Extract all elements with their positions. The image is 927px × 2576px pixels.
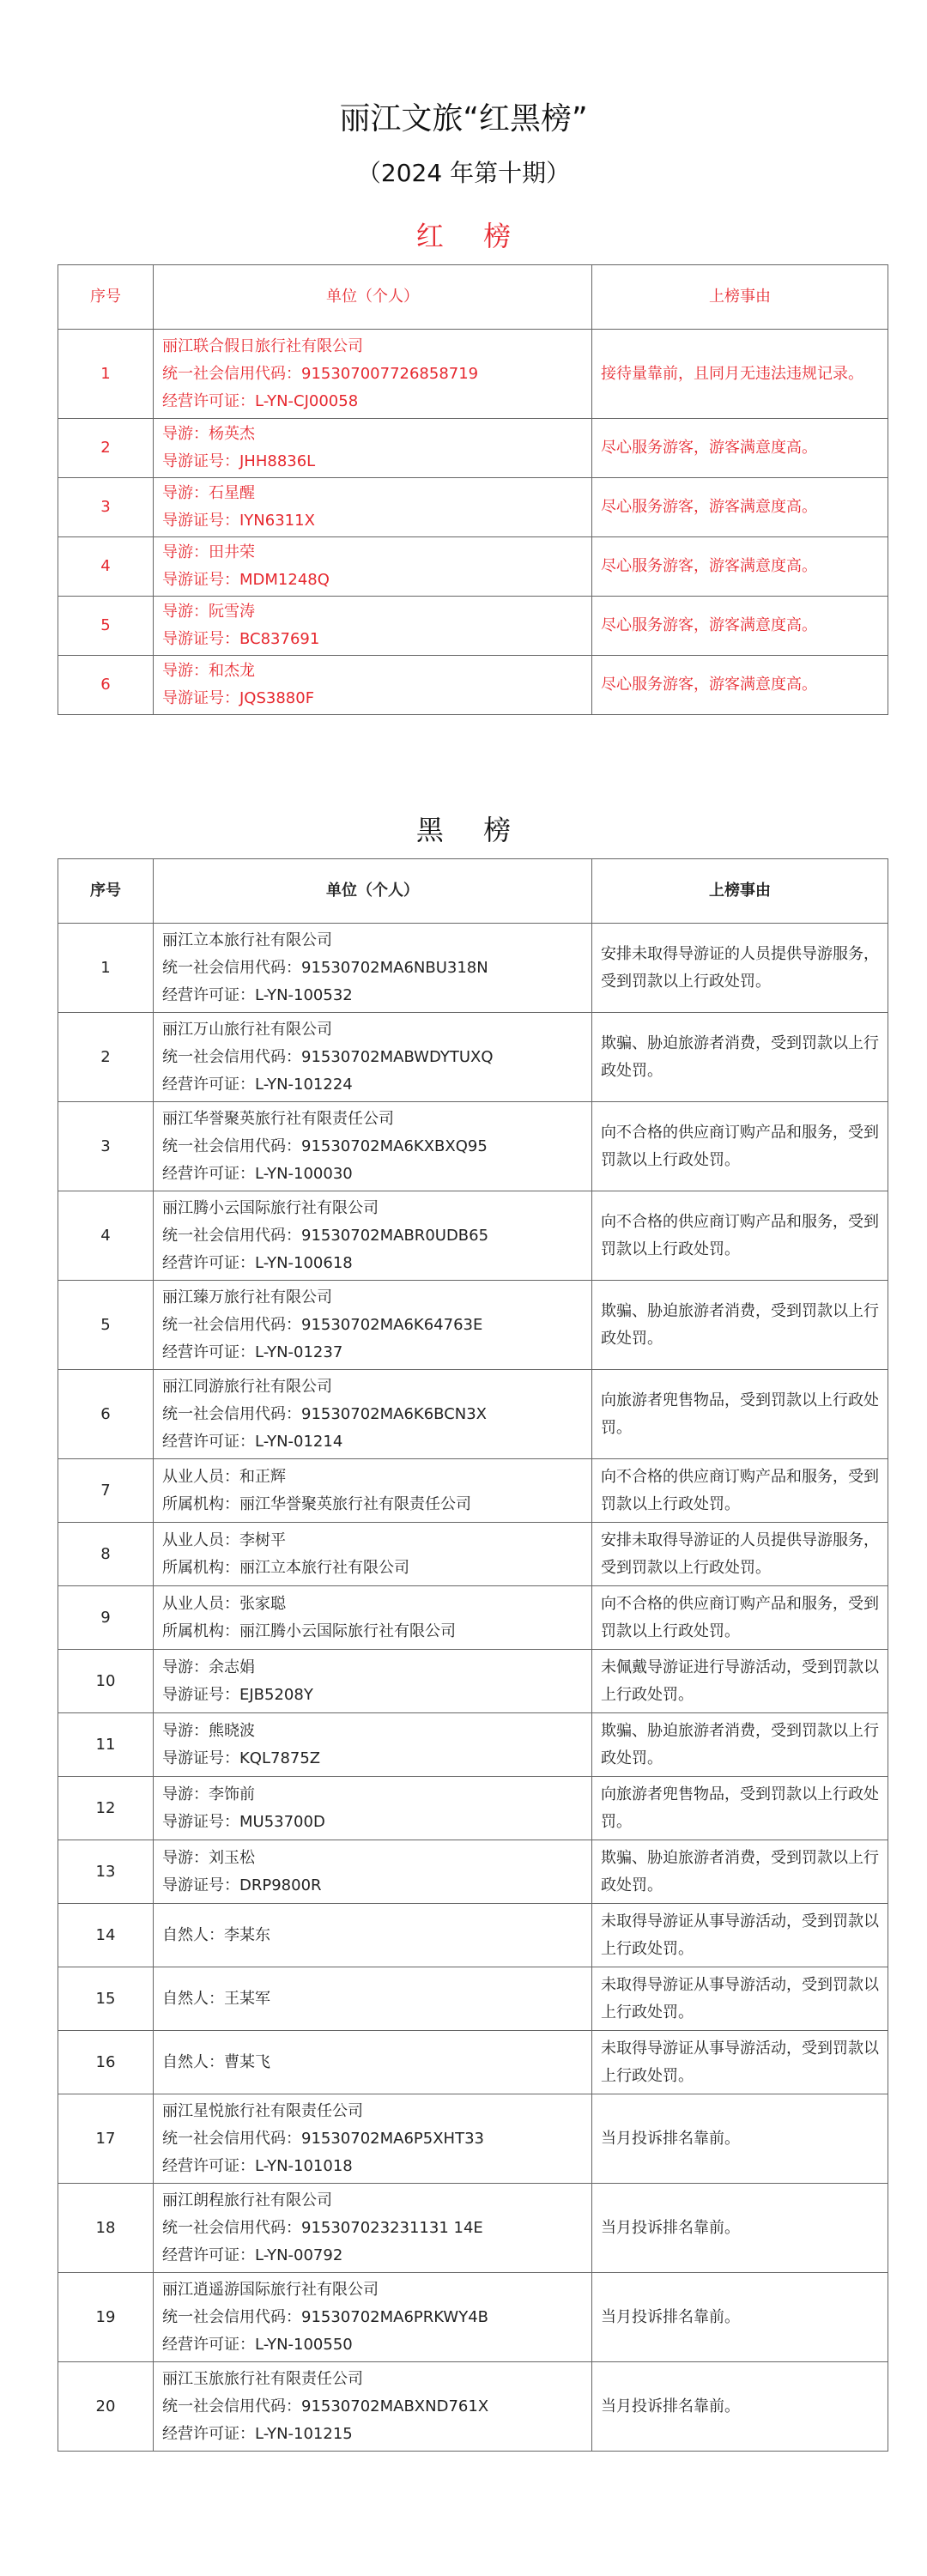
row-unit bbox=[154, 1967, 592, 2031]
unit-line: 所属机构：丽江华誉聚英旅行社有限责任公司 bbox=[162, 1494, 471, 1513]
row-number: 5 bbox=[58, 597, 154, 656]
table-row bbox=[58, 1904, 888, 1967]
unit-line: 丽江联合假日旅行社有限公司 bbox=[162, 336, 363, 355]
table-row bbox=[58, 2031, 888, 2094]
row-reason: 欺骗、胁迫旅游者消费，受到罚款以上行政处罚。 bbox=[592, 1840, 888, 1904]
row-number: 19 bbox=[58, 2273, 154, 2362]
row-reason: 尽心服务游客，游客满意度高。 bbox=[592, 419, 888, 478]
black-list-heading: 黑 榜 bbox=[415, 814, 527, 846]
row-unit bbox=[154, 2362, 592, 2452]
red-list-heading: 红 榜 bbox=[415, 220, 527, 252]
unit-line: 导游：杨英杰 bbox=[162, 425, 255, 443]
row-unit bbox=[154, 330, 592, 419]
row-reason: 欺骗、胁迫旅游者消费，受到罚款以上行政处罚。 bbox=[592, 1281, 888, 1370]
row-reason: 尽心服务游客，游客满意度高。 bbox=[592, 597, 888, 656]
row-number: 4 bbox=[58, 537, 154, 597]
row-unit bbox=[154, 1777, 592, 1840]
unit-line: 导游证号：EJB5208Y bbox=[162, 1685, 313, 1704]
row-number: 14 bbox=[58, 1904, 154, 1967]
unit-line: 统一社会信用代码：915307023231131 14E bbox=[162, 2218, 483, 2237]
table-row bbox=[58, 1777, 888, 1840]
row-reason: 当月投诉排名靠前。 bbox=[592, 2184, 888, 2273]
unit-line: 经营许可证：L-YN-CJ00058 bbox=[162, 391, 359, 410]
unit-line: 导游证号：BC837691 bbox=[162, 630, 320, 648]
black-list-body bbox=[58, 924, 888, 2452]
row-unit bbox=[154, 1840, 592, 1904]
red-list-table bbox=[58, 264, 888, 715]
row-number: 4 bbox=[58, 1191, 154, 1281]
column-header-number: 序号 bbox=[58, 859, 154, 924]
row-unit bbox=[154, 537, 592, 597]
unit-line: 丽江朗程旅行社有限公司 bbox=[162, 2191, 332, 2209]
table-row bbox=[58, 1523, 888, 1586]
row-unit bbox=[154, 1904, 592, 1967]
unit-line: 统一社会信用代码：915307007726858719 bbox=[162, 364, 479, 383]
table-row bbox=[58, 924, 888, 1013]
unit-line: 统一社会信用代码：91530702MA6K64763E bbox=[162, 1315, 483, 1334]
table-row bbox=[58, 1281, 888, 1370]
unit-line: 从业人员：和正辉 bbox=[162, 1467, 286, 1486]
unit-line: 经营许可证：L-YN-100550 bbox=[162, 2335, 353, 2354]
row-unit bbox=[154, 478, 592, 537]
unit-line: 自然人：王某军 bbox=[162, 1989, 270, 2008]
row-unit bbox=[154, 419, 592, 478]
row-reason: 未取得导游证从事导游活动，受到罚款以上行政处罚。 bbox=[592, 1904, 888, 1967]
row-reason: 欺骗、胁迫旅游者消费，受到罚款以上行政处罚。 bbox=[592, 1013, 888, 1102]
unit-line: 导游：李饰前 bbox=[162, 1785, 255, 1803]
unit-line: 导游证号：MDM1248Q bbox=[162, 571, 330, 589]
table-row bbox=[58, 2362, 888, 2452]
row-number: 6 bbox=[58, 656, 154, 715]
unit-line: 经营许可证：L-YN-100618 bbox=[162, 1253, 353, 1272]
table-row bbox=[58, 537, 888, 597]
row-reason: 未取得导游证从事导游活动，受到罚款以上行政处罚。 bbox=[592, 1967, 888, 2031]
row-number: 15 bbox=[58, 1967, 154, 2031]
table-row bbox=[58, 1013, 888, 1102]
unit-line: 统一社会信用代码：91530702MA6NBU318N bbox=[162, 958, 488, 977]
column-header-unit: 单位（个人） bbox=[154, 265, 592, 330]
unit-line: 丽江逍遥游国际旅行社有限公司 bbox=[162, 2280, 379, 2299]
table-row bbox=[58, 2273, 888, 2362]
row-unit bbox=[154, 656, 592, 715]
unit-line: 丽江玉旅旅行社有限责任公司 bbox=[162, 2369, 363, 2388]
row-number: 6 bbox=[58, 1370, 154, 1459]
unit-line: 丽江同游旅行社有限公司 bbox=[162, 1377, 332, 1396]
table-row bbox=[58, 597, 888, 656]
unit-line: 导游：阮雪涛 bbox=[162, 603, 255, 621]
row-unit bbox=[154, 1713, 592, 1777]
table-row bbox=[58, 1459, 888, 1523]
document-title: 丽江文旅“红黑榜” bbox=[339, 101, 588, 136]
row-reason: 尽心服务游客，游客满意度高。 bbox=[592, 478, 888, 537]
unit-line: 统一社会信用代码：91530702MA6PRKWY4B bbox=[162, 2307, 489, 2326]
row-unit bbox=[154, 1370, 592, 1459]
row-unit bbox=[154, 2273, 592, 2362]
document-issue: （2024 年第十期） bbox=[356, 159, 571, 187]
table-header-row bbox=[58, 265, 888, 330]
row-unit bbox=[154, 1523, 592, 1586]
row-reason: 接待量靠前，且同月无违法违规记录。 bbox=[592, 330, 888, 419]
row-number: 3 bbox=[58, 1102, 154, 1191]
row-unit bbox=[154, 2094, 592, 2184]
row-number: 8 bbox=[58, 1523, 154, 1586]
unit-line: 经营许可证：L-YN-101224 bbox=[162, 1075, 353, 1094]
black-list-table bbox=[58, 858, 888, 2452]
red-list-body bbox=[58, 330, 888, 715]
unit-line: 丽江立本旅行社有限公司 bbox=[162, 930, 332, 949]
row-number: 7 bbox=[58, 1459, 154, 1523]
unit-line: 导游：熊晓波 bbox=[162, 1721, 255, 1740]
row-unit bbox=[154, 1191, 592, 1281]
row-reason: 向旅游者兜售物品，受到罚款以上行政处罚。 bbox=[592, 1777, 888, 1840]
column-header-unit: 单位（个人） bbox=[154, 859, 592, 924]
row-number: 10 bbox=[58, 1650, 154, 1713]
unit-line: 自然人：曹某飞 bbox=[162, 2052, 270, 2071]
row-unit bbox=[154, 2184, 592, 2273]
row-number: 2 bbox=[58, 419, 154, 478]
row-unit bbox=[154, 597, 592, 656]
unit-line: 丽江华誉聚英旅行社有限责任公司 bbox=[162, 1109, 394, 1128]
unit-line: 经营许可证：L-YN-01214 bbox=[162, 1432, 343, 1451]
row-reason: 当月投诉排名靠前。 bbox=[592, 2362, 888, 2452]
row-number: 17 bbox=[58, 2094, 154, 2184]
unit-line: 统一社会信用代码：91530702MABXND761X bbox=[162, 2397, 489, 2415]
row-reason: 当月投诉排名靠前。 bbox=[592, 2273, 888, 2362]
table-row bbox=[58, 1713, 888, 1777]
unit-line: 丽江星悦旅行社有限责任公司 bbox=[162, 2101, 363, 2120]
row-number: 12 bbox=[58, 1777, 154, 1840]
row-unit bbox=[154, 1281, 592, 1370]
table-row bbox=[58, 1370, 888, 1459]
unit-line: 导游证号：JHH8836L bbox=[162, 452, 316, 470]
unit-line: 导游证号：DRP9800R bbox=[162, 1876, 322, 1894]
table-header-row bbox=[58, 859, 888, 924]
unit-line: 经营许可证：L-YN-101215 bbox=[162, 2424, 353, 2443]
unit-line: 导游：田井荣 bbox=[162, 543, 255, 561]
unit-line: 统一社会信用代码：91530702MABWDYTUXQ bbox=[162, 1047, 494, 1066]
row-unit bbox=[154, 1013, 592, 1102]
table-row bbox=[58, 1586, 888, 1650]
table-row bbox=[58, 1650, 888, 1713]
unit-line: 所属机构：丽江立本旅行社有限公司 bbox=[162, 1558, 409, 1577]
unit-line: 经营许可证：L-YN-01237 bbox=[162, 1343, 343, 1361]
row-unit bbox=[154, 1650, 592, 1713]
row-unit bbox=[154, 1459, 592, 1523]
unit-line: 导游证号：MU53700D bbox=[162, 1812, 325, 1831]
unit-line: 经营许可证：L-YN-100030 bbox=[162, 1164, 353, 1183]
unit-line: 丽江臻万旅行社有限公司 bbox=[162, 1288, 332, 1306]
table-row bbox=[58, 330, 888, 419]
row-reason: 尽心服务游客，游客满意度高。 bbox=[592, 537, 888, 597]
unit-line: 导游：和杰龙 bbox=[162, 662, 255, 680]
row-unit bbox=[154, 2031, 592, 2094]
row-reason: 向不合格的供应商订购产品和服务，受到罚款以上行政处罚。 bbox=[592, 1191, 888, 1281]
unit-line: 导游：刘玉松 bbox=[162, 1848, 255, 1867]
unit-line: 经营许可证：L-YN-100532 bbox=[162, 985, 353, 1004]
row-unit bbox=[154, 1586, 592, 1650]
row-unit bbox=[154, 1102, 592, 1191]
table-row bbox=[58, 419, 888, 478]
unit-line: 导游：余志娟 bbox=[162, 1658, 255, 1676]
row-number: 1 bbox=[58, 924, 154, 1013]
unit-line: 丽江腾小云国际旅行社有限公司 bbox=[162, 1198, 379, 1217]
table-row bbox=[58, 1840, 888, 1904]
row-reason: 向不合格的供应商订购产品和服务，受到罚款以上行政处罚。 bbox=[592, 1586, 888, 1650]
unit-line: 统一社会信用代码：91530702MA6K6BCN3X bbox=[162, 1404, 488, 1423]
row-reason: 向不合格的供应商订购产品和服务，受到罚款以上行政处罚。 bbox=[592, 1102, 888, 1191]
table-row bbox=[58, 2184, 888, 2273]
table-row bbox=[58, 1191, 888, 1281]
row-number: 20 bbox=[58, 2362, 154, 2452]
row-unit bbox=[154, 924, 592, 1013]
table-row bbox=[58, 1967, 888, 2031]
unit-line: 统一社会信用代码：91530702MA6KXBXQ95 bbox=[162, 1136, 488, 1155]
row-reason: 向旅游者兜售物品，受到罚款以上行政处罚。 bbox=[592, 1370, 888, 1459]
unit-line: 统一社会信用代码：91530702MABR0UDB65 bbox=[162, 1226, 489, 1245]
row-reason: 未取得导游证从事导游活动，受到罚款以上行政处罚。 bbox=[592, 2031, 888, 2094]
unit-line: 所属机构：丽江腾小云国际旅行社有限公司 bbox=[162, 1621, 456, 1640]
row-reason: 未佩戴导游证进行导游活动，受到罚款以上行政处罚。 bbox=[592, 1650, 888, 1713]
unit-line: 丽江万山旅行社有限公司 bbox=[162, 1020, 332, 1039]
row-reason: 尽心服务游客，游客满意度高。 bbox=[592, 656, 888, 715]
unit-line: 从业人员：张家聪 bbox=[162, 1594, 286, 1613]
unit-line: 从业人员：李树平 bbox=[162, 1530, 286, 1549]
unit-line: 自然人：李某东 bbox=[162, 1925, 270, 1944]
unit-line: 导游证号：KQL7875Z bbox=[162, 1749, 321, 1767]
table-row bbox=[58, 1102, 888, 1191]
table-row bbox=[58, 656, 888, 715]
unit-line: 导游证号：JQS3880F bbox=[162, 689, 315, 707]
unit-line: 导游证号：IYN6311X bbox=[162, 512, 315, 530]
row-reason: 安排未取得导游证的人员提供导游服务，受到罚款以上行政处罚。 bbox=[592, 1523, 888, 1586]
row-number: 2 bbox=[58, 1013, 154, 1102]
row-reason: 安排未取得导游证的人员提供导游服务，受到罚款以上行政处罚。 bbox=[592, 924, 888, 1013]
unit-line: 经营许可证：L-YN-101018 bbox=[162, 2156, 353, 2175]
row-number: 11 bbox=[58, 1713, 154, 1777]
column-header-reason: 上榜事由 bbox=[592, 265, 888, 330]
row-number: 5 bbox=[58, 1281, 154, 1370]
unit-line: 经营许可证：L-YN-00792 bbox=[162, 2246, 343, 2264]
table-row bbox=[58, 2094, 888, 2184]
row-number: 1 bbox=[58, 330, 154, 419]
row-reason: 当月投诉排名靠前。 bbox=[592, 2094, 888, 2184]
column-header-reason: 上榜事由 bbox=[592, 859, 888, 924]
unit-line: 统一社会信用代码：91530702MA6P5XHT33 bbox=[162, 2129, 484, 2148]
row-number: 9 bbox=[58, 1586, 154, 1650]
row-number: 3 bbox=[58, 478, 154, 537]
column-header-number: 序号 bbox=[58, 265, 154, 330]
row-reason: 欺骗、胁迫旅游者消费，受到罚款以上行政处罚。 bbox=[592, 1713, 888, 1777]
row-number: 18 bbox=[58, 2184, 154, 2273]
row-number: 16 bbox=[58, 2031, 154, 2094]
row-reason: 向不合格的供应商订购产品和服务，受到罚款以上行政处罚。 bbox=[592, 1459, 888, 1523]
row-number: 13 bbox=[58, 1840, 154, 1904]
table-row bbox=[58, 478, 888, 537]
unit-line: 导游：石星醒 bbox=[162, 484, 255, 502]
